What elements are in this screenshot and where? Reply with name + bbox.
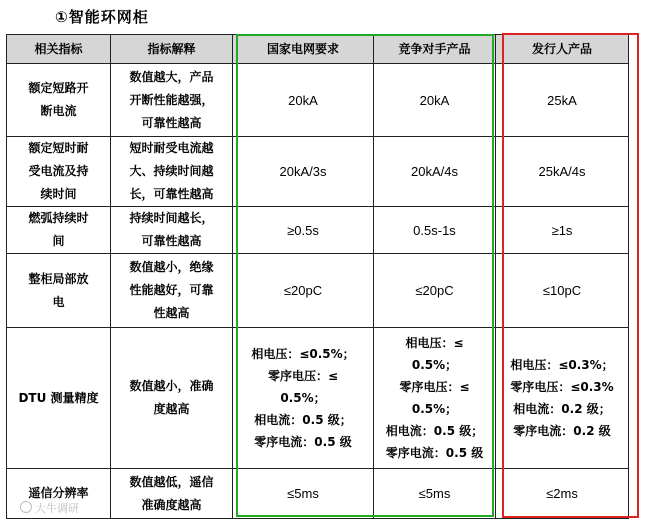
- cell-line: 度越高: [153, 402, 190, 416]
- header-issuer: 发行人产品: [496, 35, 629, 64]
- section-title: ①智能环网柜: [55, 8, 149, 26]
- indicator-cell: [7, 328, 111, 469]
- state-grid-value: [233, 137, 374, 207]
- cell-line: 长，可靠性越高: [129, 187, 214, 201]
- watermark-logo-icon: [20, 501, 32, 513]
- cell-line: 额定短路开: [28, 81, 89, 95]
- competitor-value: [374, 254, 496, 328]
- cell-line: 遥信分辨率: [28, 486, 89, 500]
- cell-line: 相电流：0.5 级；: [385, 424, 484, 438]
- cell-line: 额定短时耐: [28, 141, 89, 155]
- explanation-cell: [111, 254, 233, 328]
- cell-line: 数值越小，绝缘: [129, 260, 214, 274]
- table-row: [7, 64, 629, 137]
- cell-line: 数值越低，遥信: [129, 474, 214, 489]
- cell-line: 开断性能越强，: [129, 92, 214, 107]
- competitor-value: [374, 207, 496, 254]
- cell-line: 25kA: [547, 92, 577, 108]
- explanation-cell: [111, 469, 233, 519]
- header-competitor: 竞争对手产品: [374, 35, 496, 64]
- issuer-value: [496, 254, 629, 328]
- cell-line: 续时间: [40, 187, 77, 201]
- cell-line: 0.5s-1s: [413, 222, 456, 238]
- cell-line: DTU 测量精度: [18, 390, 99, 405]
- cell-line: 零序电压：≤: [399, 380, 470, 394]
- cell-line: ≥1s: [551, 222, 573, 238]
- header-explanation: 指标解释: [111, 35, 233, 64]
- cell-line: 可靠性越高: [141, 115, 202, 130]
- state-grid-value: [233, 207, 374, 254]
- explanation-cell: [111, 328, 233, 469]
- cell-line: 持续时间越长，: [129, 211, 214, 225]
- watermark: [20, 500, 79, 516]
- cell-line: 性越高: [153, 306, 190, 320]
- issuer-value: [496, 328, 629, 469]
- cell-line: 受电流及持: [28, 164, 89, 178]
- cell-line: 20kA/4s: [411, 164, 458, 179]
- cell-line: 零序电流：0.2 级: [513, 424, 611, 438]
- cell-line: ≤10pC: [542, 283, 582, 298]
- state-grid-value: [233, 328, 374, 469]
- watermark-text: 大牛调研: [35, 502, 79, 515]
- explanation-cell: [111, 207, 233, 254]
- cell-line: 相电流：0.5 级；: [254, 413, 352, 427]
- table-row: [7, 254, 629, 328]
- cell-line: 零序电压：≤: [267, 369, 339, 383]
- explanation-cell: [111, 137, 233, 207]
- state-grid-value: [233, 469, 374, 519]
- issuer-value: [496, 137, 629, 207]
- cell-line: 0.5%；: [280, 391, 326, 405]
- cell-line: ≤20pC: [415, 283, 454, 298]
- cell-line: 25kA/4s: [538, 164, 586, 179]
- table-row: [7, 137, 629, 207]
- cell-line: 燃弧持续时: [28, 211, 89, 225]
- cell-line: 相电压：≤0.5%；: [251, 347, 355, 361]
- indicator-cell: [7, 254, 111, 328]
- indicator-cell: [7, 137, 111, 207]
- cell-line: 大、持续时间越: [129, 164, 214, 178]
- cell-line: 20kA: [288, 92, 318, 108]
- cell-line: 短时耐受电流越: [129, 141, 214, 155]
- cell-line: 电: [52, 294, 65, 309]
- competitor-value: [374, 137, 496, 207]
- issuer-value: [496, 64, 629, 137]
- cell-line: 20kA/3s: [279, 164, 327, 179]
- indicator-cell: [7, 207, 111, 254]
- table-header-row: [7, 35, 629, 64]
- indicator-cell: [7, 64, 111, 137]
- cell-line: 相电流：0.2 级；: [513, 402, 611, 416]
- state-grid-value: [233, 64, 374, 137]
- cell-line: ≤5ms: [287, 486, 319, 501]
- cell-line: 0.5%；: [411, 402, 458, 416]
- cell-line: 0.5%；: [411, 358, 458, 372]
- competitor-value: [374, 469, 496, 519]
- cell-line: 零序电流：0.5 级: [254, 435, 352, 449]
- comparison-table: [6, 34, 629, 519]
- issuer-value: [496, 207, 629, 254]
- cell-line: 20kA: [419, 92, 450, 108]
- cell-line: 可靠性越高: [141, 234, 202, 248]
- cell-line: ≤5ms: [418, 486, 451, 501]
- explanation-cell: [111, 64, 233, 137]
- cell-line: 间: [52, 234, 65, 248]
- header-indicator: 相关指标: [7, 35, 111, 64]
- cell-line: 断电流: [40, 104, 77, 118]
- table-row: [7, 328, 629, 469]
- table-row: [7, 207, 629, 254]
- cell-line: ≤2ms: [546, 486, 578, 501]
- state-grid-value: [233, 254, 374, 328]
- cell-line: 准确度越高: [141, 497, 202, 512]
- header-state-grid: 国家电网要求: [233, 35, 374, 64]
- cell-line: 整柜局部放: [28, 271, 89, 286]
- table-row: [7, 469, 629, 519]
- cell-line: 相电压：≤0.3%；: [510, 358, 614, 372]
- cell-line: 零序电流：0.5 级: [385, 446, 484, 460]
- issuer-value: [496, 469, 629, 519]
- cell-line: ≤20pC: [283, 283, 323, 298]
- cell-line: 性能越好，可靠: [129, 283, 214, 297]
- cell-line: 相电压：≤: [405, 336, 464, 350]
- cell-line: 零序电压：≤0.3%: [510, 380, 614, 394]
- cell-line: ≥0.5s: [287, 222, 319, 238]
- cell-line: 数值越小，准确: [129, 379, 214, 393]
- cell-line: 数值越大，产品: [129, 69, 214, 84]
- competitor-value: [374, 64, 496, 137]
- competitor-value: [374, 328, 496, 469]
